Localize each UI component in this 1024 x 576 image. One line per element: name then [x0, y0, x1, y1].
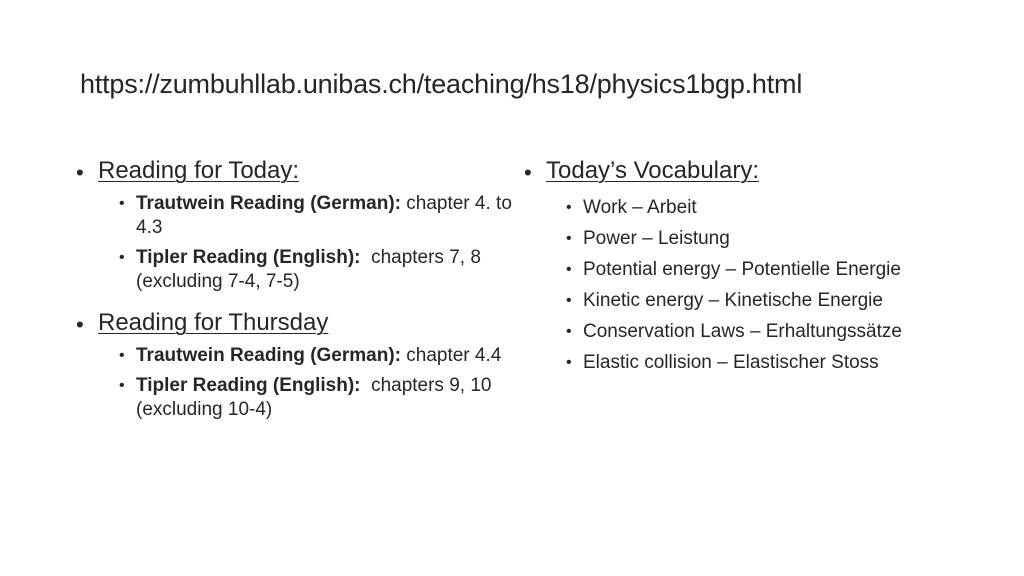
bullet-icon: •	[566, 323, 572, 340]
vocab-text: Elastic collision – Elastischer Stoss	[583, 352, 879, 373]
bullet-icon: •	[119, 347, 125, 364]
vocab-text: Conservation Laws – Erhaltungssätze	[583, 321, 902, 342]
reading-column	[76, 156, 516, 428]
vocabulary-heading: Today’s Vocabulary:	[546, 157, 760, 184]
vocab-item	[563, 289, 964, 313]
bullet-icon: •	[566, 199, 572, 216]
reading-assignment: chapters 9, 10 (excluding 10-4)	[136, 375, 492, 420]
bullet-icon: •	[566, 261, 572, 278]
bullet-icon: •	[76, 160, 84, 185]
bullet-icon: •	[566, 230, 572, 247]
vocab-item	[563, 258, 964, 282]
vocabulary-section	[524, 156, 964, 375]
bullet-icon: •	[76, 312, 84, 337]
reading-today-section	[76, 156, 516, 294]
list-item	[116, 246, 516, 294]
list-item	[116, 192, 516, 240]
reading-source-label: Trautwein Reading (German):	[136, 193, 401, 214]
reading-source-label: Tipler Reading (English):	[136, 375, 361, 396]
reading-today-heading: Reading for Today:	[98, 157, 300, 184]
vocab-item	[563, 320, 964, 344]
reading-thursday-section	[76, 308, 516, 422]
bullet-icon: •	[119, 249, 125, 266]
bullet-icon: •	[119, 195, 125, 212]
vocabulary-column	[524, 156, 964, 382]
list-item	[116, 344, 516, 368]
reading-source-label: Tipler Reading (English):	[136, 247, 361, 268]
vocab-text: Kinetic energy – Kinetische Energie	[583, 290, 883, 311]
vocab-text: Power – Leistung	[583, 228, 730, 249]
list-item	[116, 374, 516, 422]
bullet-icon: •	[524, 160, 532, 185]
reading-assignment: chapter 4. to 4.3	[136, 193, 512, 238]
vocab-text: Work – Arbeit	[583, 197, 697, 218]
bullet-icon: •	[566, 354, 572, 371]
reading-assignment: chapters 7, 8 (excluding 7-4, 7-5)	[136, 247, 481, 292]
vocab-text: Potential energy – Potentielle Energie	[583, 259, 901, 280]
bullet-icon: •	[566, 292, 572, 309]
vocab-item	[563, 196, 964, 220]
reading-source-label: Trautwein Reading (German):	[136, 345, 401, 366]
bullet-icon: •	[119, 377, 125, 394]
page-title: https://zumbuhllab.unibas.ch/teaching/hs18/physics1bgp.html	[80, 69, 803, 99]
reading-assignment: chapter 4.4	[406, 345, 502, 366]
reading-thursday-heading: Reading for Thursday	[98, 309, 329, 336]
vocab-item	[563, 227, 964, 251]
vocab-item	[563, 351, 964, 375]
